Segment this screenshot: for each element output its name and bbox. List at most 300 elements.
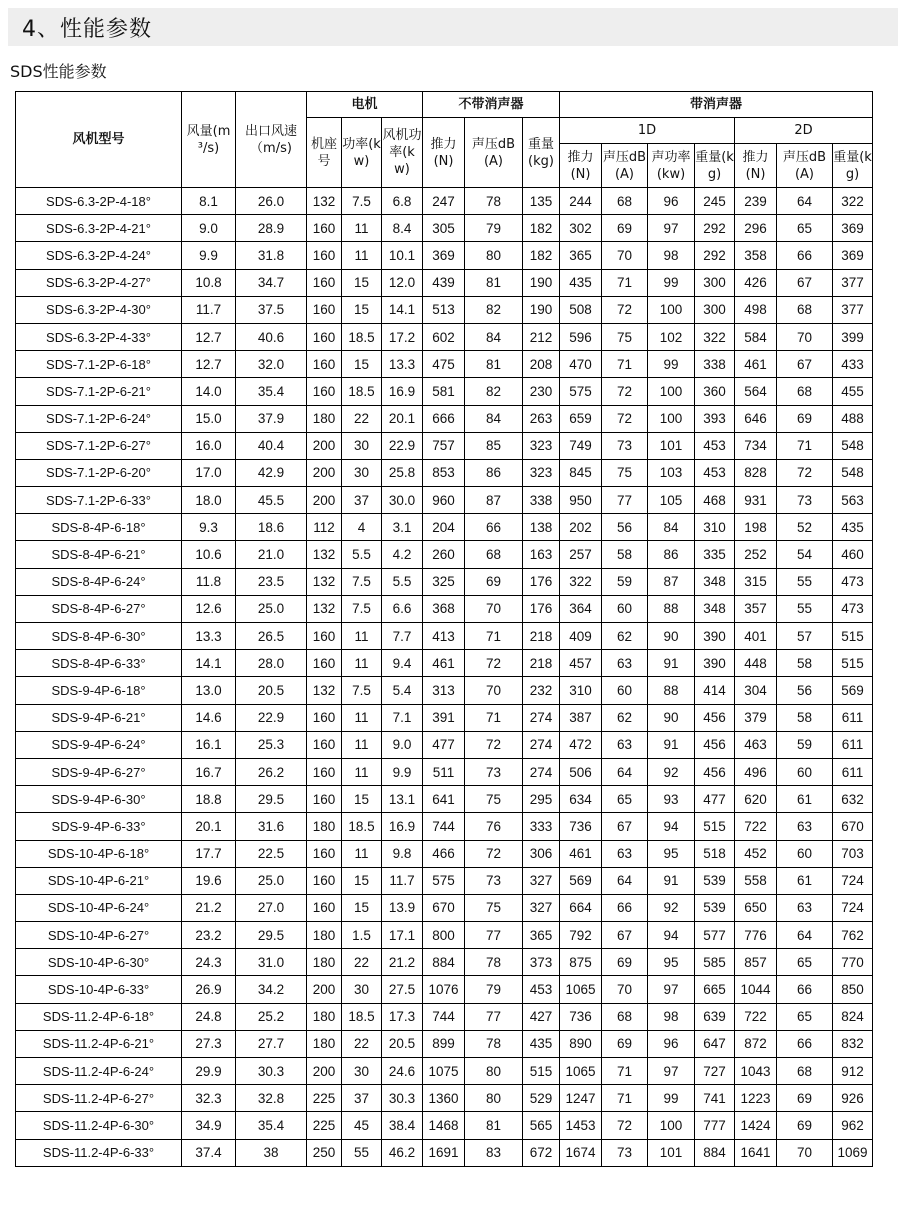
table-cell: 515 [833,623,873,650]
table-cell: 24.3 [182,949,236,976]
table-cell: 368 [423,595,465,622]
table-cell: 202 [560,514,602,541]
table-cell: 824 [833,1003,873,1030]
table-cell: 659 [560,405,602,432]
cell-model: SDS-11.2-4P-6-18° [16,1003,182,1030]
table-cell: 453 [695,432,735,459]
table-cell: 703 [833,840,873,867]
table-cell: 180 [307,949,342,976]
table-cell: 14.0 [182,378,236,405]
table-cell: 86 [465,459,523,486]
table-cell: 323 [523,432,560,459]
table-cell: 639 [695,1003,735,1030]
table-cell: 57 [777,623,833,650]
section-title: 4、性能参数 [22,17,152,42]
table-cell: 670 [833,813,873,840]
table-cell: 86 [648,541,695,568]
table-cell: 611 [833,704,873,731]
table-cell: 66 [465,514,523,541]
header-airflow: 风量(m³/s) [182,92,236,188]
table-cell: 25.0 [236,595,307,622]
table-cell: 473 [833,595,873,622]
table-cell: 45.5 [236,487,307,514]
table-cell: 97 [648,1058,695,1085]
table-cell: 73 [777,487,833,514]
table-cell: 244 [560,188,602,215]
table-cell: 90 [648,704,695,731]
table-cell: 25.8 [382,459,423,486]
table-cell: 15.0 [182,405,236,432]
table-cell: 650 [735,894,777,921]
table-cell: 21.2 [382,949,423,976]
table-cell: 56 [602,514,648,541]
table-cell: 225 [307,1112,342,1139]
table-cell: 6.6 [382,595,423,622]
table-cell: 333 [523,813,560,840]
table-cell: 11 [342,650,382,677]
table-cell: 73 [465,758,523,785]
table-body [16,188,873,1167]
table-cell: 32.3 [182,1085,236,1112]
table-cell: 575 [560,378,602,405]
table-cell: 20.5 [382,1030,423,1057]
table-cell: 263 [523,405,560,432]
table-cell: 456 [695,731,735,758]
table-cell: 670 [423,894,465,921]
header-1d-sound: 声压dB(A) [602,144,648,188]
table-cell: 10.1 [382,242,423,269]
table-cell: 78 [465,949,523,976]
table-cell: 401 [735,623,777,650]
table-cell: 212 [523,323,560,350]
table-cell: 87 [648,568,695,595]
table-cell: 260 [423,541,465,568]
table-cell: 14.6 [182,704,236,731]
table-row [16,976,873,1003]
table-cell: 72 [465,731,523,758]
table-cell: 513 [423,296,465,323]
table-cell: 180 [307,922,342,949]
table-cell: 68 [465,541,523,568]
table-cell: 99 [648,351,695,378]
table-row [16,894,873,921]
cell-model: SDS-10-4P-6-30° [16,949,182,976]
table-cell: 12.0 [382,269,423,296]
table-cell: 414 [695,677,735,704]
table-cell: 15 [342,296,382,323]
table-cell: 77 [602,487,648,514]
table-cell: 16.9 [382,378,423,405]
table-cell: 176 [523,595,560,622]
table-cell: 327 [523,894,560,921]
table-cell: 634 [560,786,602,813]
table-cell: 35.4 [236,1112,307,1139]
table-row [16,405,873,432]
table-cell: 112 [307,514,342,541]
table-cell: 160 [307,351,342,378]
table-cell: 18.5 [342,1003,382,1030]
cell-model: SDS-10-4P-6-21° [16,867,182,894]
table-cell: 890 [560,1030,602,1057]
table-cell: 24.6 [382,1058,423,1085]
table-cell: 466 [423,840,465,867]
table-cell: 31.6 [236,813,307,840]
table-cell: 58 [777,704,833,731]
table-cell: 1424 [735,1112,777,1139]
table-cell: 777 [695,1112,735,1139]
header-2d-weight: 重量(kg) [833,144,873,188]
table-cell: 73 [602,1139,648,1166]
table-cell: 62 [602,704,648,731]
header-fan-power: 风机功率(kw) [382,118,423,188]
table-cell: 69 [777,405,833,432]
table-cell: 22.9 [236,704,307,731]
table-cell: 456 [695,758,735,785]
table-cell: 1044 [735,976,777,1003]
table-cell: 68 [602,188,648,215]
table-cell: 94 [648,813,695,840]
table-cell: 135 [523,188,560,215]
cell-model: SDS-6.3-2P-4-18° [16,188,182,215]
table-cell: 69 [602,949,648,976]
table-cell: 646 [735,405,777,432]
table-cell: 72 [465,840,523,867]
table-cell: 439 [423,269,465,296]
table-cell: 30 [342,1058,382,1085]
table-cell: 305 [423,215,465,242]
table-cell: 569 [560,867,602,894]
table-cell: 16.9 [382,813,423,840]
cell-model: SDS-8-4P-6-24° [16,568,182,595]
table-cell: 25.2 [236,1003,307,1030]
table-cell: 575 [423,867,465,894]
table-cell: 912 [833,1058,873,1085]
table-cell: 13.3 [382,351,423,378]
table-cell: 198 [735,514,777,541]
table-cell: 1065 [560,1058,602,1085]
table-cell: 5.5 [382,568,423,595]
table-cell: 369 [423,242,465,269]
table-cell: 23.5 [236,568,307,595]
cell-model: SDS-7.1-2P-6-24° [16,405,182,432]
table-cell: 295 [523,786,560,813]
table-cell: 274 [523,731,560,758]
table-cell: 66 [777,1030,833,1057]
table-cell: 310 [695,514,735,541]
table-cell: 515 [523,1058,560,1085]
table-cell: 27.7 [236,1030,307,1057]
table-cell: 76 [465,813,523,840]
table-cell: 749 [560,432,602,459]
table-cell: 872 [735,1030,777,1057]
table-cell: 81 [465,1112,523,1139]
table-cell: 72 [602,378,648,405]
table-cell: 32.8 [236,1085,307,1112]
table-cell: 93 [648,786,695,813]
table-cell: 20.1 [382,405,423,432]
table-cell: 22 [342,949,382,976]
table-cell: 69 [602,1030,648,1057]
table-cell: 75 [602,323,648,350]
table-cell: 68 [777,378,833,405]
table-cell: 7.5 [342,677,382,704]
table-cell: 160 [307,215,342,242]
table-cell: 95 [648,840,695,867]
table-cell: 435 [523,1030,560,1057]
table-cell: 102 [648,323,695,350]
table-cell: 472 [560,731,602,758]
table-cell: 564 [735,378,777,405]
table-cell: 620 [735,786,777,813]
table-cell: 26.9 [182,976,236,1003]
table-cell: 12.6 [182,595,236,622]
table-cell: 70 [777,323,833,350]
cell-model: SDS-9-4P-6-21° [16,704,182,731]
table-cell: 558 [735,867,777,894]
table-cell: 69 [777,1112,833,1139]
table-cell: 163 [523,541,560,568]
table-cell: 390 [695,623,735,650]
table-cell: 724 [833,867,873,894]
table-cell: 20.1 [182,813,236,840]
table-cell: 30.3 [236,1058,307,1085]
table-cell: 792 [560,922,602,949]
table-cell: 884 [695,1139,735,1166]
table-cell: 138 [523,514,560,541]
cell-model: SDS-7.1-2P-6-20° [16,459,182,486]
table-cell: 435 [833,514,873,541]
table-cell: 71 [602,1085,648,1112]
table-row [16,704,873,731]
table-cell: 67 [602,922,648,949]
table-cell: 15 [342,894,382,921]
table-cell: 529 [523,1085,560,1112]
table-cell: 15 [342,269,382,296]
table-cell: 58 [602,541,648,568]
table-cell: 24.8 [182,1003,236,1030]
table-cell: 32.0 [236,351,307,378]
table-cell: 322 [833,188,873,215]
table-cell: 63 [602,840,648,867]
table-cell: 884 [423,949,465,976]
table-cell: 23.2 [182,922,236,949]
table-cell: 60 [777,758,833,785]
table-cell: 27.0 [236,894,307,921]
table-cell: 468 [695,487,735,514]
table-cell: 72 [602,1112,648,1139]
table-cell: 257 [560,541,602,568]
cell-model: SDS-8-4P-6-27° [16,595,182,622]
table-cell: 322 [695,323,735,350]
table-cell: 94 [648,922,695,949]
table-cell: 176 [523,568,560,595]
table-row [16,595,873,622]
table-cell: 97 [648,215,695,242]
table-row [16,1030,873,1057]
cell-model: SDS-6.3-2P-4-24° [16,242,182,269]
table-cell: 200 [307,976,342,1003]
section-header-bar [8,8,898,46]
table-cell: 70 [777,1139,833,1166]
table-cell: 16.7 [182,758,236,785]
table-cell: 37.9 [236,405,307,432]
table-cell: 180 [307,405,342,432]
performance-table [15,91,873,1167]
table-cell: 239 [735,188,777,215]
table-cell: 26.0 [236,188,307,215]
table-cell: 460 [833,541,873,568]
table-cell: 27.3 [182,1030,236,1057]
table-cell: 92 [648,758,695,785]
table-cell: 180 [307,1003,342,1030]
table-cell: 1691 [423,1139,465,1166]
table-cell: 13.0 [182,677,236,704]
table-cell: 17.2 [382,323,423,350]
table-cell: 101 [648,432,695,459]
table-cell: 29.5 [236,786,307,813]
table-cell: 14.1 [382,296,423,323]
table-cell: 391 [423,704,465,731]
table-cell: 584 [735,323,777,350]
table-cell: 9.3 [182,514,236,541]
table-cell: 58 [777,650,833,677]
table-cell: 7.5 [342,188,382,215]
table-row [16,650,873,677]
cell-model: SDS-8-4P-6-21° [16,541,182,568]
table-cell: 65 [777,949,833,976]
table-cell: 22 [342,405,382,432]
table-cell: 132 [307,595,342,622]
table-cell: 190 [523,269,560,296]
table-cell: 453 [695,459,735,486]
table-cell: 45 [342,1112,382,1139]
table-cell: 9.4 [382,650,423,677]
table-cell: 61 [777,867,833,894]
table-cell: 762 [833,922,873,949]
table-cell: 296 [735,215,777,242]
table-cell: 160 [307,840,342,867]
table-cell: 585 [695,949,735,976]
table-cell: 1641 [735,1139,777,1166]
table-cell: 741 [695,1085,735,1112]
table-cell: 569 [833,677,873,704]
table-cell: 18.0 [182,487,236,514]
table-cell: 7.5 [342,568,382,595]
table-cell: 70 [465,677,523,704]
header-1d-weight: 重量(kg) [695,144,735,188]
table-cell: 65 [777,1003,833,1030]
table-cell: 77 [465,922,523,949]
table-cell: 55 [777,568,833,595]
table-cell: 38 [236,1139,307,1166]
table-row [16,922,873,949]
cell-model: SDS-6.3-2P-4-27° [16,269,182,296]
table-cell: 132 [307,568,342,595]
table-cell: 64 [602,758,648,785]
table-cell: 1.5 [342,922,382,949]
table-cell: 22.5 [236,840,307,867]
table-cell: 46.2 [382,1139,423,1166]
table-cell: 960 [423,487,465,514]
table-cell: 60 [602,595,648,622]
table-cell: 34.9 [182,1112,236,1139]
cell-model: SDS-9-4P-6-18° [16,677,182,704]
table-cell: 65 [602,786,648,813]
table-cell: 62 [602,623,648,650]
table-row [16,813,873,840]
table-cell: 245 [695,188,735,215]
table-cell: 79 [465,976,523,1003]
table-cell: 30.0 [382,487,423,514]
table-cell: 641 [423,786,465,813]
table-cell: 90 [648,623,695,650]
table-cell: 37.5 [236,296,307,323]
table-cell: 63 [777,813,833,840]
table-cell: 182 [523,215,560,242]
table-cell: 292 [695,215,735,242]
table-cell: 96 [648,188,695,215]
table-cell: 931 [735,487,777,514]
table-cell: 72 [602,405,648,432]
table-cell: 427 [523,1003,560,1030]
table-cell: 100 [648,1112,695,1139]
table-cell: 98 [648,242,695,269]
table-cell: 8.4 [382,215,423,242]
table-cell: 470 [560,351,602,378]
cell-model: SDS-6.3-2P-4-30° [16,296,182,323]
table-cell: 744 [423,813,465,840]
table-cell: 325 [423,568,465,595]
table-cell: 365 [523,922,560,949]
table-cell: 664 [560,894,602,921]
table-cell: 292 [695,242,735,269]
table-cell: 899 [423,1030,465,1057]
table-cell: 160 [307,867,342,894]
table-cell: 252 [735,541,777,568]
table-cell: 30 [342,432,382,459]
table-cell: 81 [465,269,523,296]
table-cell: 87 [465,487,523,514]
table-cell: 97 [648,976,695,1003]
table-cell: 857 [735,949,777,976]
table-cell: 11 [342,242,382,269]
table-cell: 21.0 [236,541,307,568]
table-cell: 80 [465,242,523,269]
table-cell: 70 [602,976,648,1003]
table-cell: 577 [695,922,735,949]
table-cell: 180 [307,813,342,840]
table-row [16,432,873,459]
table-cell: 66 [602,894,648,921]
table-row [16,1003,873,1030]
table-cell: 369 [833,215,873,242]
table-cell: 666 [423,405,465,432]
table-cell: 457 [560,650,602,677]
table-cell: 22.9 [382,432,423,459]
table-cell: 84 [465,405,523,432]
table-row [16,541,873,568]
table-cell: 17.0 [182,459,236,486]
table-cell: 548 [833,432,873,459]
table-cell: 64 [602,867,648,894]
header-seat: 机座号 [307,118,342,188]
table-cell: 16.0 [182,432,236,459]
table-cell: 160 [307,242,342,269]
table-cell: 11 [342,623,382,650]
table-cell: 208 [523,351,560,378]
table-cell: 11 [342,704,382,731]
table-cell: 461 [560,840,602,867]
